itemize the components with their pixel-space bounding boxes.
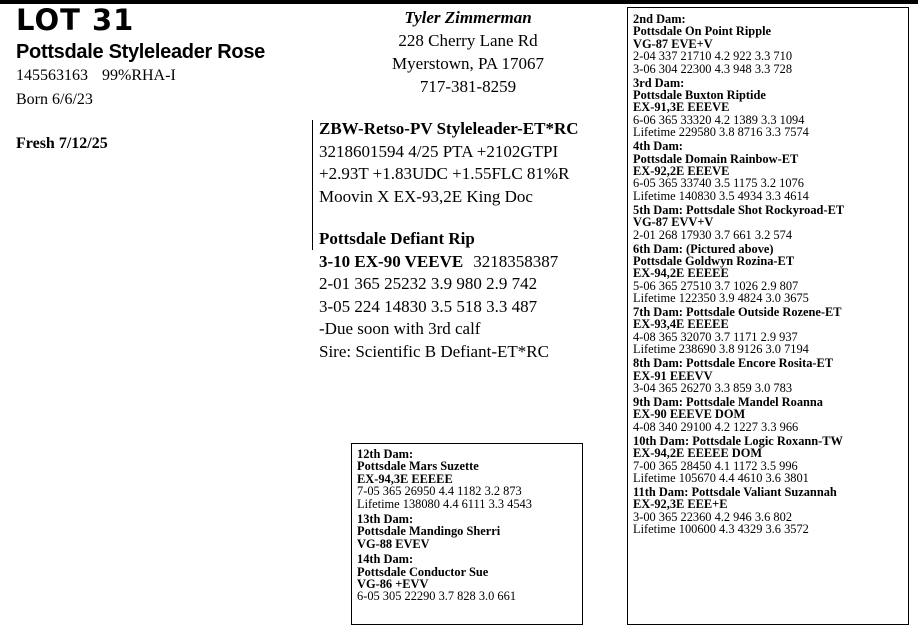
dam-classification: EX-92,2E EEEVE [633,163,730,178]
dam-name: Pottsdale Buxton Riptide [633,87,766,102]
dam-sire: Sire: Scientific B Defiant-ET*RC [319,341,549,361]
dam-record: Lifetime 105670 4.4 4610 3.6 3801 [633,471,809,485]
cow-rha: 99%RHA-I [102,67,176,84]
pedigree-entry [633,435,908,485]
dam-record: Lifetime 238690 3.8 9126 3.0 7194 [633,342,809,357]
pedigree-entry [633,396,908,433]
pedigree-entry [633,486,908,536]
dam-record: 2-01 268 17930 3.7 661 3.2 574 [633,227,793,242]
dam-classification: VG-87 EVE+V [633,36,713,51]
dam-classification: 3-10 EX-90 VEEVE [319,251,464,271]
dam-headline: 11th Dam: Pottsdale Valiant Suzannah [633,484,837,499]
lot-title: LOT 31 [16,3,135,37]
dam-classification: EX-92,3E EEE+E [633,497,728,512]
pedigree-entry [633,204,908,241]
top-rule [0,0,918,4]
dam-label: 14th Dam: [357,552,414,567]
pedigree-box-bottom [351,443,583,625]
pedigree-entry [633,306,908,356]
dam-headline: 10th Dam: Pottsdale Logic Roxann-TW [633,433,843,448]
cow-registration: 145563163 [16,67,88,84]
dam-record: 2-04 337 21710 4.2 922 3.3 710 [633,49,793,64]
dam-name: Pottsdale Mandingo Sherri [357,524,501,539]
dam-headline: 5th Dam: Pottsdale Shot Rockyroad-ET [633,202,845,217]
pedigree-entry [633,77,908,139]
dam-record: Lifetime 100600 4.3 4329 3.6 3572 [633,522,809,537]
dam-block [319,228,558,364]
dam-record: 6-06 365 33320 4.2 1389 3.3 1094 [633,112,805,127]
dam-classification: EX-94,2E EEEEE [633,266,729,281]
dam-classification: EX-91,3E EEEVE [633,100,730,115]
sire-line-3: Moovin X EX-93,2E King Doc [319,186,533,206]
dam-record: 4-08 365 32070 3.7 1171 2.9 937 [633,329,798,344]
dam-record: Lifetime 229580 3.8 8716 3.3 7574 [633,125,809,140]
dam-classification: EX-91 EEEVV [633,368,713,383]
dam-classification: VG-87 EVV+V [633,215,714,230]
dam-label: 4th Dam: [633,139,683,154]
owner-address: 228 Cherry Lane Rd [398,31,538,50]
dam-record: 5-06 365 27510 3.7 1026 2.9 807 [633,278,799,293]
pedigree-entry [357,448,582,510]
dam-classification-line [319,251,558,274]
dam-record: 3-00 365 22360 4.2 946 3.6 802 [633,509,793,524]
dam-classification: VG-86 +EVV [357,577,429,592]
dam-label: 12th Dam: [357,447,414,461]
pedigree-entry [357,513,582,550]
dam-label: 6th Dam: (Pictured above) [633,241,774,256]
pedigree-entry [633,357,908,394]
dam-registration: 3218358387 [473,251,559,271]
dam-record: Lifetime 122350 3.9 4824 3.0 3675 [633,291,809,306]
dam-classification: EX-93,4E EEEEE [633,317,729,332]
dam-headline: 7th Dam: Pottsdale Outside Rozene-ET [633,305,842,320]
dam-classification: EX-90 EEEVE DOM [633,407,746,422]
sire-line-2: +2.93T +1.83UDC +1.55FLC 81%R [319,164,570,183]
owner-phone: 717-381-8259 [419,77,517,96]
owner-contact [378,6,558,98]
pedigree-entry [633,140,908,202]
dam-record: Lifetime 140830 3.5 4934 3.3 4614 [633,188,809,203]
dam-label: 2nd Dam: [633,12,686,26]
pedigree-entry [633,13,908,75]
dam-name: Pottsdale On Point Ripple [633,24,772,39]
dam-name: Pottsdale Mars Suzette [357,459,479,474]
cow-name: Pottsdale Styleleader Rose [16,41,265,63]
sire-divider [312,120,313,250]
pedigree-entry [357,553,582,603]
cow-born: Born 6/6/23 [16,91,93,108]
dam-record: Lifetime 138080 4.4 6111 3.3 4543 [357,496,532,511]
dam-headline: 8th Dam: Pottsdale Encore Rosita-ET [633,356,834,371]
dam-name: Pottsdale Domain Rainbow-ET [633,151,799,166]
dam-record-1: 2-01 365 25232 3.9 980 2.9 742 [319,274,538,294]
dam-classification: EX-94,3E EEEEE [357,471,453,486]
sire-block [319,118,579,208]
dam-name: Pottsdale Goldwyn Rozina-ET [633,253,795,268]
dam-record: 7-05 365 26950 4.4 1182 3.2 873 [357,484,522,499]
dam-record: 7-00 365 28450 4.1 1172 3.5 996 [633,458,798,473]
dam-name: Pottsdale Defiant Rip [319,229,475,248]
dam-classification: VG-88 EVEV [357,536,430,551]
owner-city: Myerstown, PA 17067 [392,54,544,73]
dam-classification: EX-94,2E EEEEE DOM [633,446,763,461]
sire-name: ZBW-Retso-PV Styleleader-ET*RC [319,119,579,138]
pedigree-entry [633,243,908,305]
dam-name: Pottsdale Conductor Sue [357,564,489,579]
dam-record: 4-08 340 29100 4.2 1227 3.3 966 [633,419,799,434]
dam-note: -Due soon with 3rd calf [319,319,481,339]
dam-record-2: 3-05 224 14830 3.5 518 3.3 487 [319,296,538,316]
dam-record: 3-04 365 26270 3.3 859 3.0 783 [633,381,793,396]
dam-record: 3-06 304 22300 4.3 948 3.3 728 [633,61,793,76]
dam-record: 6-05 305 22290 3.7 828 3.0 661 [357,589,517,604]
cow-fresh: Fresh 7/12/25 [16,135,108,152]
sire-line-1: 3218601594 4/25 PTA +2102GTPI [319,141,559,161]
dam-label: 13th Dam: [357,512,414,527]
dam-headline: 9th Dam: Pottsdale Mandel Roanna [633,395,823,410]
cow-registration-line [16,66,176,86]
owner-name: Tyler Zimmerman [404,8,532,27]
dam-label: 3rd Dam: [633,75,685,90]
dam-record: 6-05 365 33740 3.5 1175 3.2 1076 [633,176,804,191]
pedigree-box-right [627,7,909,625]
